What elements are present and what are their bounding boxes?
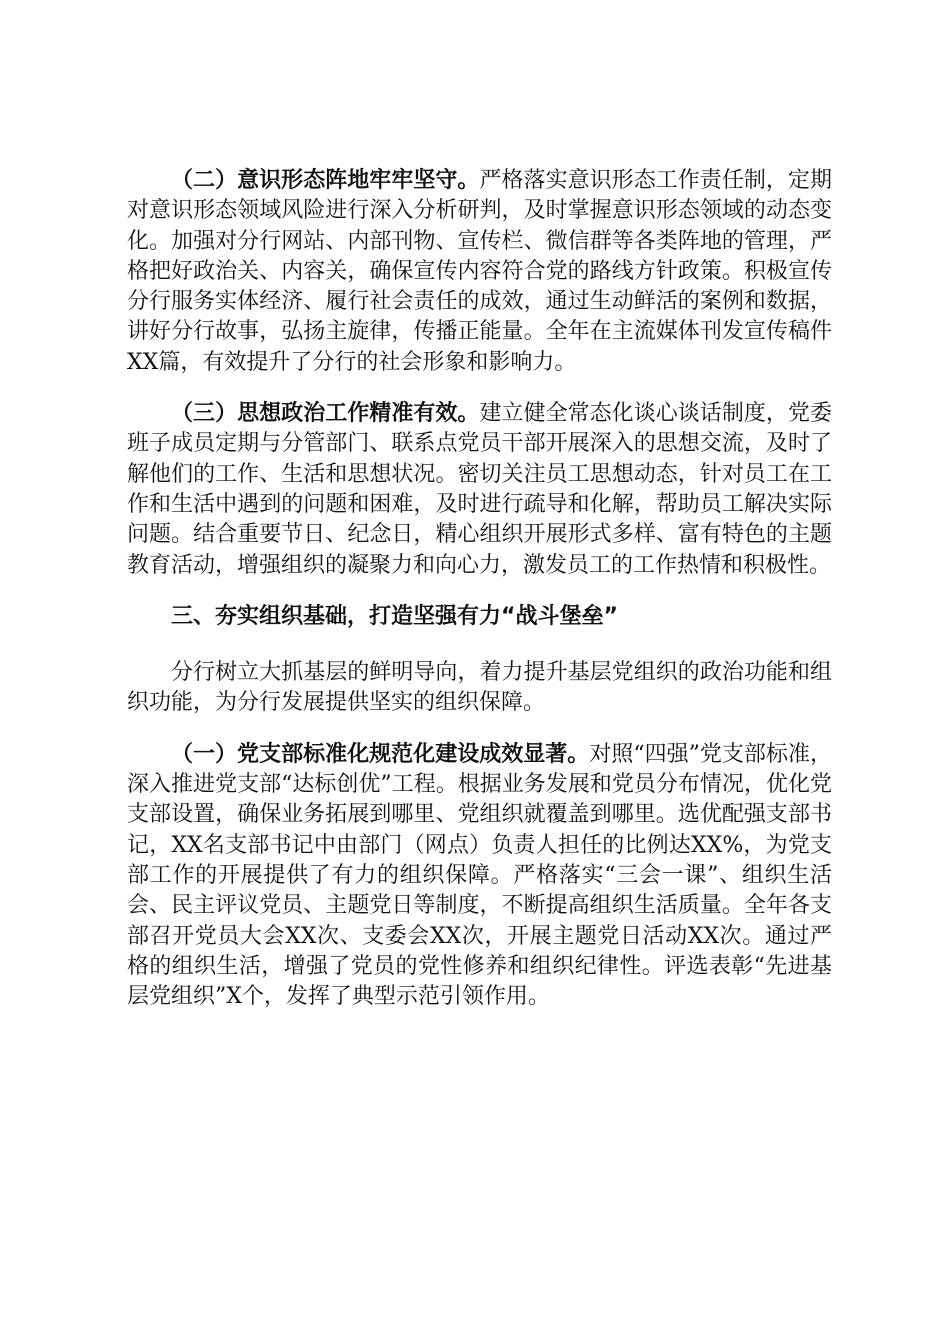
paragraph-body: 建立健全常态化谈心谈话制度，党委班子成员定期与分管部门、联系点党员干部开展深入的思想交流，及时了解他们的工作、生活和思想状况。密切关注员工思想动态，针对员工在工作和生活中遇到的问题和困难，及时进行疏导和化解，帮助员工解决实际问题。结合重要节日、纪念日，精心组织开展形式多样、富有特色的主题教育活动，增强组织的凝聚力和向心力，激发员工的工作热情和积极性。: [127, 401, 832, 578]
paragraph-political-work: [127, 399, 832, 581]
paragraph-body: 严格落实意识形态工作责任制，定期对意识形态领域风险进行深入分析研判，及时掌握意识形态领域的动态变化。加强对分行网站、内部刊物、宣传栏、微信群等各类阵地的管理，严格把好政治关、内容关，确保宣传内容符合党的路线方针政策。积极宣传分行服务实体经济、履行社会责任的成效，通过生动鲜活的案例和数据，讲好分行故事，弘扬主旋律，传播正能量。全年在主流媒体刊发宣传稿件XX篇，有效提升了分行的社会形象和影响力。: [127, 168, 832, 375]
paragraph-body: 对照“四强”党支部标准，深入推进党支部“达标创优”工程。根据业务发展和党员分布情况，优化党支部设置，确保业务拓展到哪里、党组织就覆盖到哪里。选优配强支部书记，XX名支部书记中由部门（网点）负责人担任的比例达XX%，为党支部工作的开展提供了有力的组织保障。严格落实“三会一课”、组织生活会、民主评议党员、主题党日等制度，不断提高组织生活质量。全年各支部召开党员大会XX次、支委会XX次，开展主题党日活动XX次。通过严格的组织生活，增强了党员的党性修养和组织纪律性。评选表彰“先进基层党组织”X个，发挥了典型示范引领作用。: [127, 741, 832, 1010]
paragraph-lead: （一）党支部标准化规范化建设成效显著。: [171, 741, 590, 767]
paragraph-ideology-front: [127, 166, 832, 378]
paragraph-lead: （二）意识形态阵地牢牢坚守。: [171, 168, 480, 193]
section-heading: 三、夯实组织基础，打造坚强有力“战斗堡垒”: [171, 603, 618, 629]
paragraph-lead: （三）思想政治工作精准有效。: [171, 401, 480, 427]
section-intro: 分行树立大抓基层的鲜明导向，着力提升基层党组织的政治功能和组织功能，为分行发展提供坚实的组织保障。: [127, 660, 832, 716]
document-page: [127, 166, 832, 1012]
paragraph-branch-standardization: [127, 740, 832, 1013]
